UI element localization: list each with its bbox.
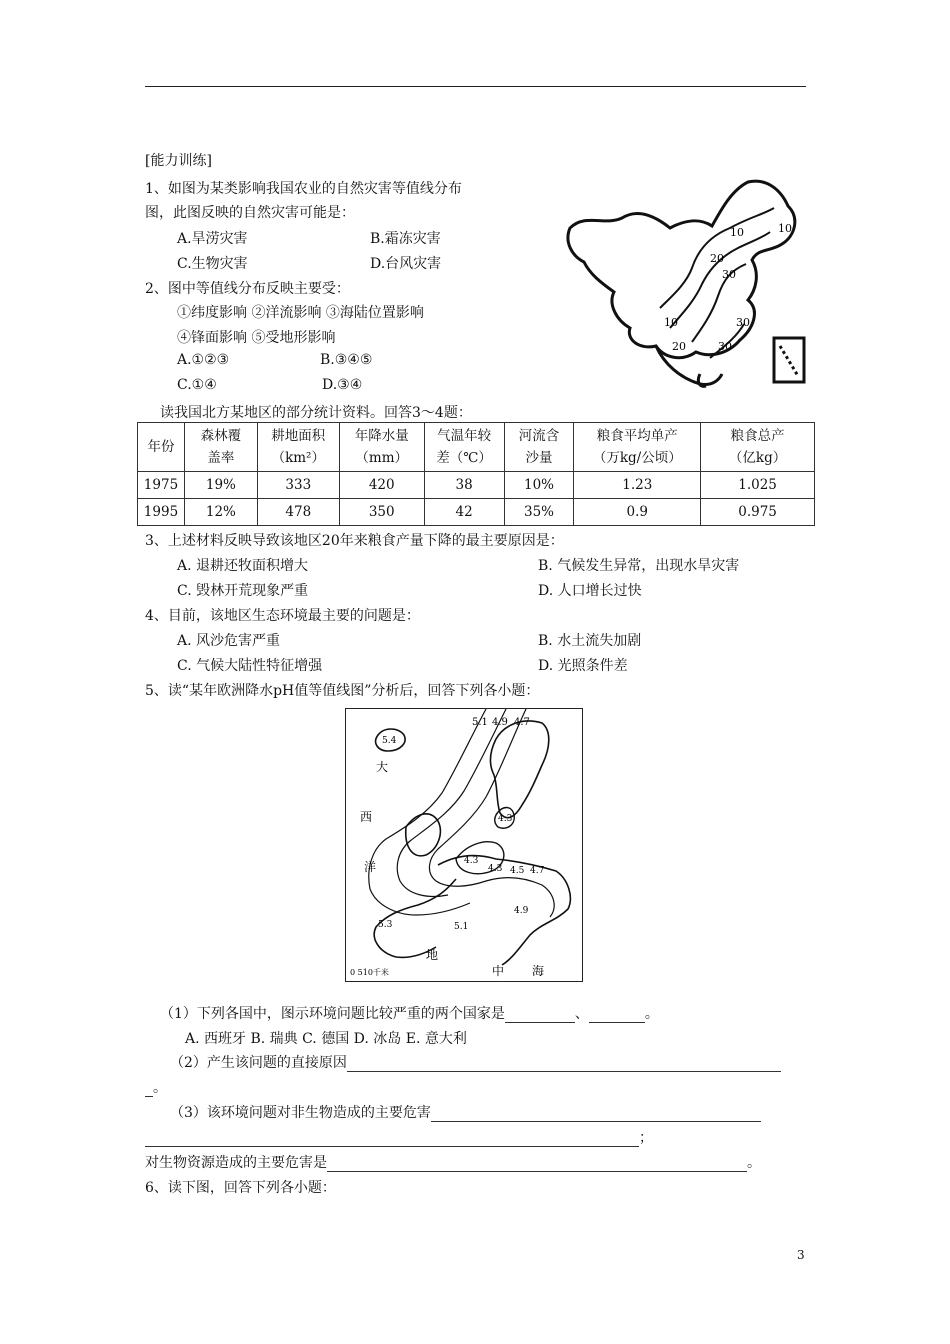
table-row bbox=[138, 499, 815, 526]
q2-option-c: C.①④ bbox=[177, 377, 217, 393]
blank-3[interactable] bbox=[347, 1057, 781, 1072]
table-cell: 333 bbox=[257, 472, 339, 499]
q2-option-b: B.③④⑤ bbox=[320, 352, 373, 368]
q1-text-line1: 1、如图为某类影响我国农业的自然灾害等值线分布 bbox=[145, 181, 462, 197]
table-cell: 1.025 bbox=[701, 472, 815, 499]
label-5-3: 5.3 bbox=[378, 920, 393, 930]
q3-option-a: A. 退耕还牧面积增大 bbox=[177, 558, 309, 574]
table-cell: 0.9 bbox=[574, 499, 701, 526]
q5-sub1: （1）下列各国中，图示环境问题比较严重的两个国家是 、 。 bbox=[160, 1006, 659, 1022]
q1-text-line2: 图，此图反映的自然灾害可能是： bbox=[145, 205, 355, 221]
q5-sub3: （3）该环境问题对非生物造成的主要危害 bbox=[170, 1102, 761, 1122]
table-cell: 420 bbox=[339, 472, 424, 499]
map1-label: 20 bbox=[672, 340, 686, 353]
label-ocean-2: 西 bbox=[360, 810, 373, 824]
label-sea-2: 中 bbox=[492, 964, 505, 978]
statistics-table bbox=[137, 422, 815, 526]
blank-6[interactable] bbox=[145, 1132, 639, 1147]
table-cell: 478 bbox=[257, 499, 339, 526]
map1-label: 30 bbox=[736, 316, 750, 329]
q5-text: 5、读“某年欧洲降水pH值等值线图”分析后，回答下列各小题： bbox=[145, 683, 540, 699]
blank-4[interactable] bbox=[145, 1082, 153, 1097]
table-header-cell: 耕地面积 （km²） bbox=[257, 423, 339, 472]
map1-label: 30 bbox=[718, 340, 732, 353]
q3-option-b: B. 气候发生异常，出现水旱灾害 bbox=[538, 558, 740, 574]
isoline-4-7 bbox=[429, 709, 554, 917]
q1-option-a: A.旱涝灾害 bbox=[177, 231, 248, 247]
q5-sub3b: 对生物资源造成的主要危害是 。 bbox=[145, 1155, 761, 1171]
q1-option-c: C.生物灾害 bbox=[177, 256, 248, 272]
table-header-cell: 年降水量 （mm） bbox=[339, 423, 424, 472]
table-cell: 12% bbox=[184, 499, 257, 526]
coast-south bbox=[656, 346, 722, 385]
table-cell: 35% bbox=[504, 499, 574, 526]
table-cell: 1975 bbox=[138, 472, 185, 499]
label-sea-3: 海 bbox=[532, 964, 545, 978]
label-4-7: 4.7 bbox=[530, 866, 545, 876]
q1-option-d: D.台风灾害 bbox=[370, 256, 442, 272]
q3-option-c: C. 毁林开荒现象严重 bbox=[177, 583, 309, 599]
map1-label: 10 bbox=[664, 316, 678, 329]
table-header-cell: 森林覆 盖率 bbox=[184, 423, 257, 472]
label-4-7: 4.7 bbox=[514, 717, 530, 728]
isoline-30 bbox=[692, 264, 746, 342]
q2-option-d: D.③④ bbox=[322, 377, 363, 393]
map1-label: 10 bbox=[730, 226, 744, 239]
q2-text: 2、图中等值线分布反映主要受： bbox=[145, 281, 350, 297]
map1-label: 20 bbox=[710, 252, 724, 265]
q4-option-c: C. 气候大陆性特征增强 bbox=[177, 658, 323, 674]
table-header-cell: 粮食总产 （亿kg） bbox=[701, 423, 815, 472]
europe-ph-map bbox=[345, 708, 583, 982]
q5-sub2-cont: 。 bbox=[145, 1077, 167, 1097]
table-header-cell: 气温年较 差（℃） bbox=[424, 423, 504, 472]
table-cell: 1.23 bbox=[574, 472, 701, 499]
map1-label: 10 bbox=[778, 222, 792, 235]
table-cell: 42 bbox=[424, 499, 504, 526]
label-4-3: 4.3 bbox=[488, 864, 503, 874]
label-4-5: 4.5 bbox=[510, 866, 525, 876]
china-outline bbox=[568, 181, 795, 358]
label-4-3: 4.3 bbox=[464, 856, 479, 866]
q1-option-b: B.霜冻灾害 bbox=[370, 231, 441, 247]
south-sea-dashes bbox=[780, 346, 798, 376]
q3-option-d: D. 人口增长过快 bbox=[538, 583, 642, 599]
table-header-cell: 河流含 沙量 bbox=[504, 423, 574, 472]
table-header-row bbox=[138, 423, 815, 472]
section-title: [能力训练] bbox=[145, 153, 212, 169]
table-row bbox=[138, 472, 815, 499]
china-isoline-map bbox=[560, 178, 810, 390]
page-number: 3 bbox=[797, 1248, 805, 1262]
table-cell: 350 bbox=[339, 499, 424, 526]
q3-text: 3、上述材料反映导致该地区20年来粮食产量下降的最主要原因是： bbox=[145, 533, 564, 549]
blank-1[interactable] bbox=[505, 1008, 575, 1023]
table-header-cell: 粮食平均单产 （万kg/公顷） bbox=[574, 423, 701, 472]
blank-2[interactable] bbox=[589, 1008, 645, 1023]
map1-label: 30 bbox=[722, 268, 736, 281]
q4-text: 4、目前，该地区生态环境最主要的问题是： bbox=[145, 608, 420, 624]
label-5-1: 5.1 bbox=[472, 717, 488, 728]
europe-ph-map-svg bbox=[346, 709, 582, 981]
q4-option-d: D. 光照条件差 bbox=[538, 658, 628, 674]
intro-3-4: 读我国北方某地区的部分统计资料。回答3～4题： bbox=[160, 405, 472, 421]
blank-5[interactable] bbox=[431, 1107, 761, 1122]
table-cell: 38 bbox=[424, 472, 504, 499]
label-sea-1: 地 bbox=[426, 948, 439, 962]
label-4-9: 4.9 bbox=[514, 906, 529, 916]
q2-option-a: A.①②③ bbox=[177, 352, 230, 368]
label-5-4: 5.4 bbox=[382, 736, 397, 746]
header-rule bbox=[145, 86, 806, 87]
q2-line1: ①纬度影响 ②洋流影响 ③海陆位置影响 bbox=[177, 305, 424, 321]
label-ocean-1: 大 bbox=[376, 760, 389, 774]
label-4-3: 4.3 bbox=[498, 814, 513, 824]
label-ocean-3: 洋 bbox=[364, 860, 377, 874]
q6-text: 6、读下图，回答下列各小题： bbox=[145, 1180, 336, 1196]
table-cell: 0.975 bbox=[701, 499, 815, 526]
table-cell: 19% bbox=[184, 472, 257, 499]
label-4-9: 4.9 bbox=[492, 717, 508, 728]
q2-line2: ④锋面影响 ⑤受地形影响 bbox=[177, 330, 336, 346]
britain-outline bbox=[406, 814, 441, 856]
q5-sub3-cont: ； bbox=[145, 1127, 653, 1147]
scale-bar: 0 510千米 bbox=[350, 968, 389, 977]
table-cell: 10% bbox=[504, 472, 574, 499]
q5-sub2: （2）产生该问题的直接原因 bbox=[170, 1052, 781, 1072]
south-sea-inset bbox=[774, 338, 804, 382]
q5-sub1-options: A. 西班牙 B. 瑞典 C. 德国 D. 冰岛 E. 意大利 bbox=[185, 1031, 467, 1047]
q4-option-b: B. 水土流失加剧 bbox=[538, 633, 642, 649]
q4-option-a: A. 风沙危害严重 bbox=[177, 633, 281, 649]
label-5-1: 5.1 bbox=[454, 922, 469, 932]
table-header-cell: 年份 bbox=[138, 423, 185, 472]
blank-7[interactable] bbox=[327, 1157, 747, 1172]
table-cell: 1995 bbox=[138, 499, 185, 526]
